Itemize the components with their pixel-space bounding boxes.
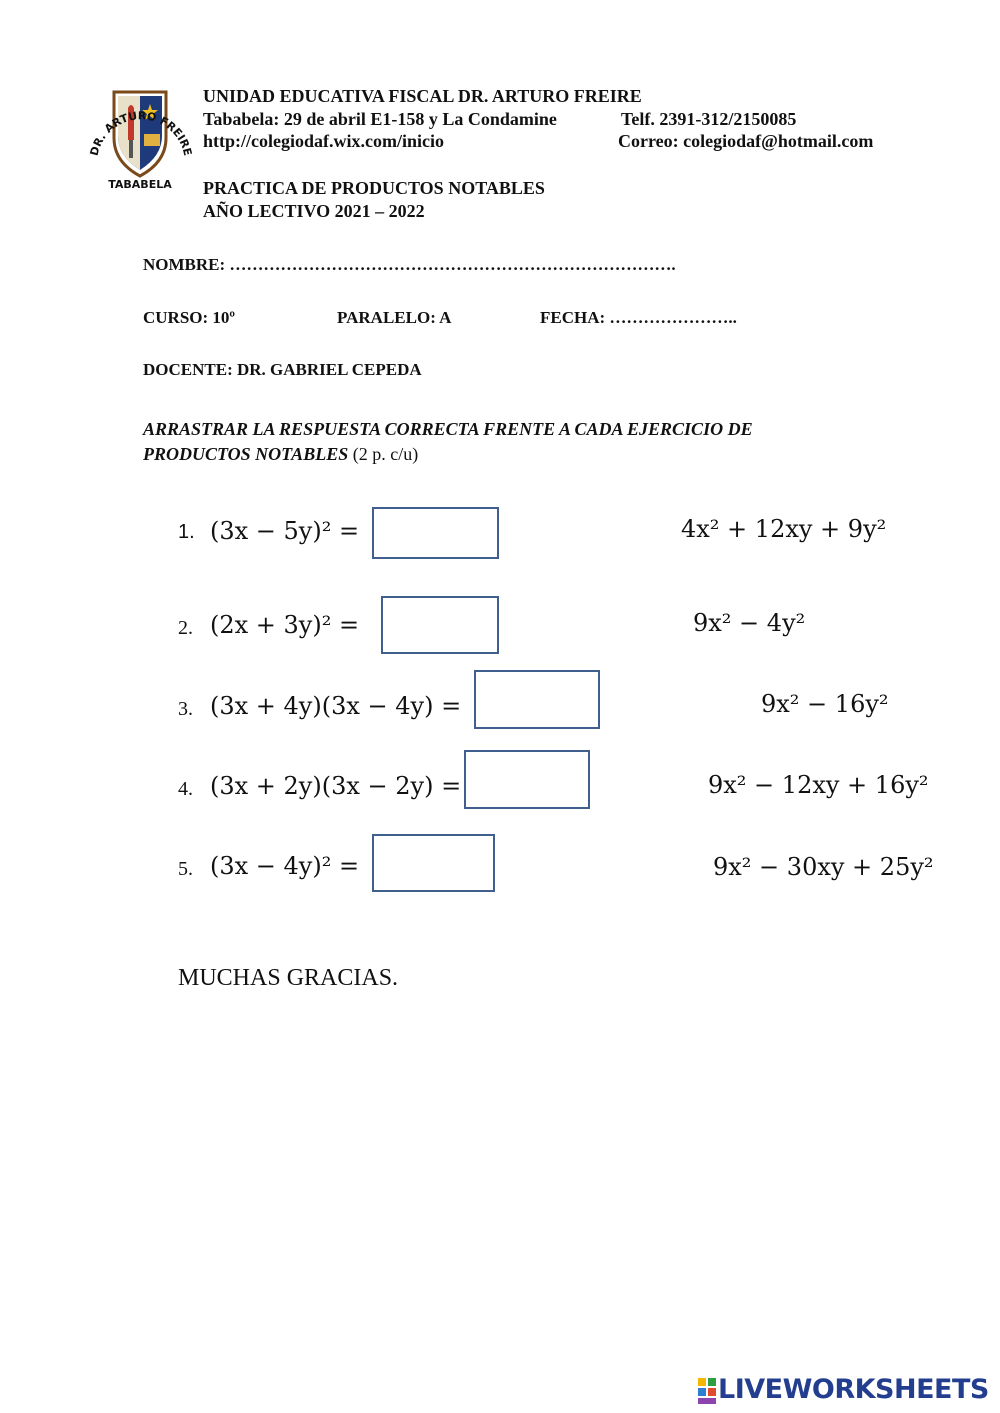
logo-arc-text: DR. ARTURO FREIRE xyxy=(87,109,195,158)
answer-drop-zone-1[interactable] xyxy=(372,507,499,559)
instructions-line1: ARRASTRAR LA RESPUESTA CORRECTA FRENTE A CADA EJERCICIO DE xyxy=(143,419,753,439)
school-address: Tababela: 29 de abril E1-158 y La Condamine xyxy=(203,109,557,129)
school-crest-icon xyxy=(84,80,196,192)
answer-drop-zone-5[interactable] xyxy=(372,834,495,892)
school-year: AÑO LECTIVO 2021 – 2022 xyxy=(203,201,425,221)
draggable-answer-4[interactable]: 9x² − 12xy + 16y² xyxy=(708,771,929,799)
exercise-number: 5. xyxy=(178,858,193,880)
exercise-expression: (2x + 3y)² = xyxy=(210,611,360,639)
logo-bottom-text: TABABELA xyxy=(108,178,172,191)
nombre-field: NOMBRE: ……………………………………………………………………. xyxy=(143,255,676,274)
school-email: Correo: colegiodaf@hotmail.com xyxy=(618,131,874,151)
fecha-field: FECHA: ………………….. xyxy=(540,308,737,327)
exercise-number: 4. xyxy=(178,778,193,800)
closing-text: MUCHAS GRACIAS. xyxy=(178,965,399,991)
instructions-points: (2 p. c/u) xyxy=(352,444,419,464)
liveworksheets-logo xyxy=(696,1374,989,1406)
school-website: http://colegiodaf.wix.com/inicio xyxy=(203,131,444,151)
instructions-topic: PRODUCTOS NOTABLES xyxy=(143,444,349,464)
draggable-answer-3[interactable]: 9x² − 16y² xyxy=(761,690,889,718)
exercise-expression: (3x − 5y)² = xyxy=(210,517,360,545)
liveworksheets-brand-text: LIVEWORKSHEETS xyxy=(718,1374,989,1405)
curso-field: CURSO: 10º xyxy=(143,308,236,327)
school-name: UNIDAD EDUCATIVA FISCAL DR. ARTURO FREIRE xyxy=(203,86,642,106)
answer-drop-zone-4[interactable] xyxy=(464,750,590,809)
draggable-answer-2[interactable]: 9x² − 4y² xyxy=(693,609,806,637)
docente-field: DOCENTE: DR. GABRIEL CEPEDA xyxy=(143,360,422,379)
paralelo-field: PARALELO: A xyxy=(337,308,452,327)
liveworksheets-logo-icon xyxy=(696,1376,718,1406)
draggable-answer-5[interactable]: 9x² − 30xy + 25y² xyxy=(713,853,934,881)
instructions-line2 xyxy=(143,442,418,467)
answer-drop-zone-2[interactable] xyxy=(381,596,499,654)
exercise-number: 2. xyxy=(178,617,193,639)
school-phone: Telf. 2391-312/2150085 xyxy=(621,109,797,129)
exercise-expression: (3x − 4y)² = xyxy=(210,852,360,880)
exercise-number: 1. xyxy=(178,521,195,543)
draggable-answer-1[interactable]: 4x² + 12xy + 9y² xyxy=(681,515,887,543)
exercise-number: 3. xyxy=(178,698,193,720)
exercise-expression: (3x + 2y)(3x − 2y) = xyxy=(210,772,462,800)
exercise-expression: (3x + 4y)(3x − 4y) = xyxy=(210,692,462,720)
practice-title: PRACTICA DE PRODUCTOS NOTABLES xyxy=(203,178,545,198)
answer-drop-zone-3[interactable] xyxy=(474,670,600,729)
